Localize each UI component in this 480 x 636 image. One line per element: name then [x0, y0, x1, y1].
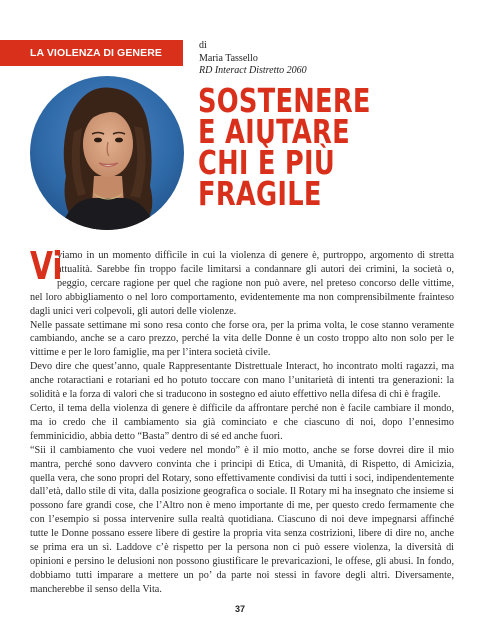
author-portrait-image	[30, 76, 184, 230]
article-paragraph: Devo dire che quest’anno, quale Rappresentante Distrettuale Interact, ho incontrato molti ragazzi, ma anche rotaractiani e rotariani ed ho potuto toccare con mano l’unitarietà di intenti tra generazioni: la solidità e la forza di valori che si traducono in sostegno ed aiuto effettivo nella difesa di chi è fragile.	[30, 361, 454, 401]
headline-line: FRAGILE	[198, 174, 322, 213]
article-paragraph	[30, 244, 454, 319]
article-paragraph: Certo, il tema della violenza di genere è difficile da affrontare perché non è facile cambiare il mondo, ma io credo che il cambiamento sia già cominciato e che ciascuno di noi, dopo l’ennesimo femminicidio, abbia detto “Basta” dentro di sé ed anche fuori.	[30, 402, 454, 442]
author-photo	[30, 76, 184, 230]
page-number: 37	[234, 604, 245, 614]
article-paragraph: “Sii il cambiamento che vuoi vedere nel mondo” è il mio motto, anche se forse dovrei dire il mio mantra, perché sono davvero convinta che i principi di Etica, di Umanità, di Rispetto, di Amicizia, quella vera, che sono propri del Rotary, sono effettivamente condivisi da tutti i soci, indipendentemente dall’età, dallo stile di vita, dalla posizione geografica o sociale. Il Rotary mi ha insegnato che insieme si possono fare grandi cose, che l’Altro non è meno importante di me, per questo credo fermamente che con l’esempio si possa intervenire sulla realtà quotidiana. Ciascuno di noi deve impegnarsi affinché tutte le Donne possano essere libere di gestire la propria vita senza costrizioni, libere di dire no, anche se prima era un sì. Laddove c’è rispetto per la persona non ci può essere violenza, la diversità di opinioni e persino le delusioni non possono giustificare le prevaricazioni, le offese, gli abusi. In fondo, dobbiamo tutti imparare a mettere un po’ da parte noi stessi in favore degli altri. Diversamente, mancherebbe il senso della Vita.	[30, 444, 454, 595]
first-paragraph-text: viamo in un momento difficile in cui la violenza di genere è, purtroppo, argomento di stretta attualità. Sarebbe fin troppo facile limitarsi a condannare gli autori dei crimini, la società o, peggio, cercare ragione per quel che ragione non può avere, nel preteso concorso delle vittime, nel loro abbigliamento o nel loro comportamento, evidentemente ma non comprensibilmente frainteso dagli unici veri colpevoli, gli autori delle violenze.	[30, 250, 454, 317]
article-paragraph: Nelle passate settimane mi sono resa conto che forse ora, per la prima volta, le cose stanno veramente cambiando, anche se a caro prezzo, perché la vita delle Donne è un costo troppo alto non solo per le vittime e per le loro famiglie, ma per l’intera società civile.	[30, 319, 454, 359]
headline-line: E AIUTARE	[198, 112, 350, 151]
author-name: Maria Tassello	[199, 52, 258, 64]
headline-line: SOSTENERE	[198, 81, 371, 120]
byline	[199, 40, 307, 78]
byline-prefix: di	[199, 40, 207, 51]
section-tag: LA VIOLENZA DI GENERE	[0, 40, 183, 66]
article-headline	[198, 81, 401, 213]
headline-line: CHI È PIÙ	[198, 143, 335, 182]
drop-cap: Vi	[30, 244, 63, 288]
article-body	[30, 244, 454, 597]
author-organization: RD Interact Distretto 2060	[199, 65, 307, 76]
